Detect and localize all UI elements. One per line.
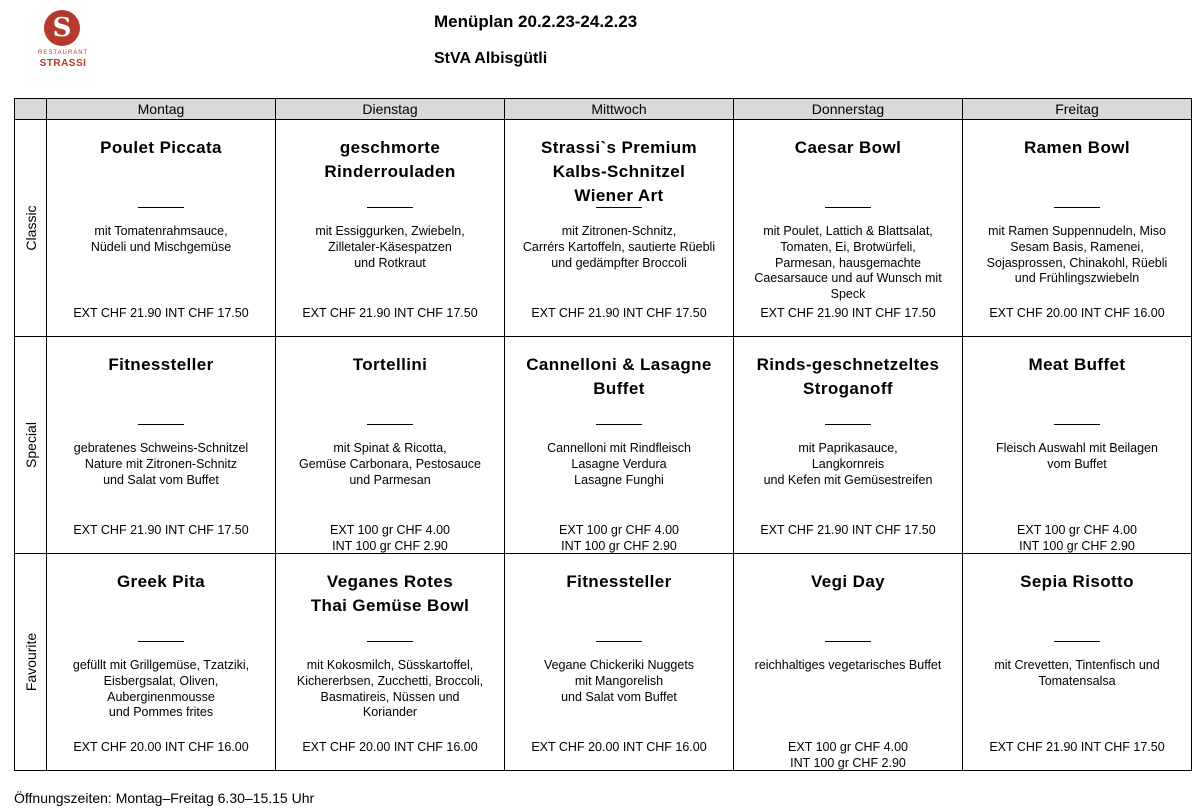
description-line: Parmesan, hausgemachte	[775, 255, 921, 270]
dish-description	[53, 441, 269, 488]
dish-description	[53, 658, 269, 721]
description-line: Sojasprossen, Chinakohl, Rüebli	[986, 255, 1168, 270]
price-line: EXT CHF 21.90 INT CHF 17.50	[73, 306, 249, 320]
menu-row-favourite	[15, 554, 1192, 771]
menu-cell-donnerstag	[734, 554, 963, 771]
dish-name-line: Wiener Art	[574, 186, 664, 205]
day-header-donnerstag: Donnerstag	[734, 99, 963, 120]
description-line: vom Buffet	[1047, 456, 1107, 471]
description-line: Caesarsauce und auf Wunsch mit	[754, 271, 942, 286]
dish-price	[280, 740, 500, 756]
dish-name	[51, 570, 271, 594]
menu-cell-mittwoch	[505, 120, 734, 337]
dish-description	[511, 224, 727, 271]
description-line: Eisbergsalat, Oliven,	[103, 673, 219, 688]
price-line: EXT CHF 20.00 INT CHF 16.00	[531, 740, 707, 754]
logo-small-text: RESTAURANT	[38, 50, 89, 56]
price-line: INT 100 gr CHF 2.90	[1019, 538, 1135, 553]
separator-line	[825, 424, 871, 425]
price-line: EXT 100 gr CHF 4.00	[788, 740, 908, 754]
price-line: EXT CHF 21.90 INT CHF 17.50	[760, 523, 936, 537]
menu-cell-mittwoch	[505, 554, 734, 771]
description-line: Langkornreis	[811, 456, 885, 471]
description-line: Zilletaler-Käsespatzen	[328, 239, 452, 254]
separator-line	[1054, 207, 1100, 208]
price-line: EXT CHF 21.90 INT CHF 17.50	[73, 523, 249, 537]
day-header-row	[15, 99, 1192, 120]
dish-name-line: Greek Pita	[116, 572, 206, 591]
menu-row-classic	[15, 120, 1192, 337]
dish-price	[967, 306, 1187, 322]
dish-name	[967, 570, 1187, 594]
day-header-dienstag: Dienstag	[276, 99, 505, 120]
dish-name-line: Tortellini	[352, 355, 428, 374]
dish-price	[509, 306, 729, 322]
dish-price	[509, 740, 729, 756]
description-line: und Rotkraut	[354, 255, 426, 270]
dish-price	[738, 740, 958, 772]
description-line: mit Paprikasauce,	[798, 441, 898, 455]
dish-name	[51, 136, 271, 160]
menu-cell-freitag	[963, 120, 1192, 337]
description-line: Nüdeli und Mischgemüse	[90, 239, 232, 254]
dish-name	[509, 136, 729, 208]
description-line: Sesam Basis, Ramenei,	[1010, 239, 1144, 254]
description-line: Tomaten, Ei, Brotwürfeli,	[780, 239, 916, 254]
price-line: EXT 100 gr CHF 4.00	[330, 523, 450, 537]
description-line: Kichererbsen, Zucchetti, Broccoli,	[296, 673, 484, 688]
description-line: mit Kokosmilch, Süsskartoffel,	[306, 658, 474, 672]
description-line: mit Spinat & Ricotta,	[333, 441, 447, 455]
separator-line	[367, 641, 413, 642]
menu-cell-mittwoch	[505, 337, 734, 554]
menu-cell-dienstag	[276, 337, 505, 554]
price-line: EXT 100 gr CHF 4.00	[1017, 523, 1137, 537]
dish-name-line: Veganes Rotes	[326, 572, 454, 591]
dish-description	[53, 224, 269, 256]
day-header-freitag: Freitag	[963, 99, 1192, 120]
separator-line	[825, 641, 871, 642]
price-line: INT 100 gr CHF 2.90	[561, 538, 677, 553]
description-line: und Parmesan	[349, 472, 431, 487]
dish-name-line: geschmorte	[339, 138, 441, 157]
dish-price	[51, 740, 271, 756]
separator-line	[596, 207, 642, 208]
price-line: EXT CHF 21.90 INT CHF 17.50	[531, 306, 707, 320]
dish-description	[969, 441, 1185, 473]
dish-price	[280, 523, 500, 555]
menu-cell-freitag	[963, 337, 1192, 554]
menu-title: Menüplan 20.2.23-24.2.23	[434, 12, 638, 31]
logo-name: STRASSI	[39, 58, 87, 69]
separator-line	[367, 207, 413, 208]
row-label-cell	[15, 554, 47, 771]
menu-cell-montag	[47, 120, 276, 337]
dish-name-line: Sepia Risotto	[1020, 572, 1134, 591]
dish-name	[280, 570, 500, 618]
dish-description	[740, 441, 956, 488]
menu-cell-donnerstag	[734, 337, 963, 554]
dish-description	[511, 441, 727, 488]
row-label: Classic	[22, 205, 39, 251]
menu-cell-dienstag	[276, 554, 505, 771]
dish-price	[967, 523, 1187, 555]
dish-name	[51, 353, 271, 377]
description-line: Koriander	[362, 705, 418, 720]
dish-name-line: Vegi Day	[810, 572, 886, 591]
menu-cell-montag	[47, 337, 276, 554]
description-line: mit Zitronen-Schnitz,	[561, 224, 677, 238]
opening-hours: Öffnungszeiten: Montag–Freitag 6.30–15.15 Uhr	[14, 790, 315, 806]
dish-name-line: Cannelloni & Lasagne	[526, 355, 712, 374]
description-line: Speck	[830, 287, 866, 302]
dish-name	[280, 353, 500, 377]
dish-price	[51, 306, 271, 322]
separator-line	[138, 424, 184, 425]
price-line: EXT CHF 21.90 INT CHF 17.50	[302, 306, 478, 320]
price-line: EXT CHF 20.00 INT CHF 16.00	[73, 740, 249, 754]
description-line: und Salat vom Buffet	[103, 472, 219, 487]
dish-name	[509, 570, 729, 594]
description-line: Basmatireis, Nüssen und	[320, 689, 460, 704]
corner-cell	[15, 99, 47, 120]
dish-name	[738, 136, 958, 160]
description-line: gefüllt mit Grillgemüse, Tzatziki,	[72, 658, 250, 672]
description-line: Vegane Chickeriki Nuggets	[543, 658, 695, 672]
location-subtitle: StVA Albisgütli	[434, 50, 548, 67]
dish-name-line: Rinds-geschnetzeltes	[756, 355, 940, 374]
separator-line	[825, 207, 871, 208]
dish-name	[509, 353, 729, 401]
dish-name	[280, 136, 500, 184]
description-line: Lasagne Funghi	[574, 472, 664, 487]
menu-cell-montag	[47, 554, 276, 771]
description-line: Nature mit Zitronen-Schnitz	[84, 456, 238, 471]
description-line: Gemüse Carbonara, Pestosauce	[298, 456, 482, 471]
dish-description	[511, 658, 727, 705]
description-line: mit Mangorelish	[574, 673, 664, 688]
separator-line	[596, 641, 642, 642]
row-label-cell	[15, 120, 47, 337]
dish-name-line: Ramen Bowl	[1023, 138, 1131, 157]
dish-description	[969, 224, 1185, 287]
row-label: Special	[22, 422, 39, 468]
dish-price	[51, 523, 271, 539]
description-line: Cannelloni mit Rindfleisch	[547, 441, 691, 455]
dish-description	[969, 658, 1185, 690]
dish-description	[282, 441, 498, 488]
logo-mark: S	[44, 10, 80, 46]
dish-name	[738, 353, 958, 401]
description-line: mit Essiggurken, Zwiebeln,	[315, 224, 465, 238]
description-line: und gedämpfter Broccoli	[551, 255, 687, 270]
price-line: EXT CHF 20.00 INT CHF 16.00	[989, 306, 1165, 320]
description-line: Carrérs Kartoffeln, sautierte Rüebli	[522, 239, 716, 254]
separator-line	[367, 424, 413, 425]
dish-price	[280, 306, 500, 322]
menu-row-special	[15, 337, 1192, 554]
menu-cell-dienstag	[276, 120, 505, 337]
description-line: mit Ramen Suppennudeln, Miso	[988, 224, 1166, 238]
separator-line	[138, 641, 184, 642]
restaurant-logo	[38, 10, 88, 74]
dish-name	[738, 570, 958, 594]
description-line: Auberginenmousse	[107, 689, 215, 704]
row-label: Favourite	[22, 632, 39, 692]
dish-name-line: Rinderrouladen	[324, 162, 456, 181]
dish-price	[738, 306, 958, 322]
dish-description	[282, 658, 498, 721]
dish-name-line: Buffet	[593, 379, 645, 398]
dish-name-line: Meat Buffet	[1028, 355, 1126, 374]
day-header-mittwoch: Mittwoch	[505, 99, 734, 120]
dish-price	[967, 740, 1187, 756]
dish-name-line: Caesar Bowl	[794, 138, 902, 157]
day-header-montag: Montag	[47, 99, 276, 120]
menu-cell-freitag	[963, 554, 1192, 771]
dish-name-line: Kalbs-Schnitzel	[552, 162, 686, 181]
dish-name-line: Strassi`s Premium	[540, 138, 698, 157]
description-line: und Pommes frites	[108, 705, 214, 720]
description-line: und Kefen mit Gemüsestreifen	[763, 472, 933, 487]
description-line: Fleisch Auswahl mit Beilagen	[996, 441, 1158, 455]
separator-line	[138, 207, 184, 208]
dish-name-line: Fitnessteller	[566, 572, 672, 591]
description-line: mit Crevetten, Tintenfisch und	[994, 658, 1160, 672]
price-line: EXT CHF 21.90 INT CHF 17.50	[989, 740, 1165, 754]
description-line: mit Tomatenrahmsauce,	[94, 224, 228, 238]
dish-price	[509, 523, 729, 555]
menu-cell-donnerstag	[734, 120, 963, 337]
dish-description	[740, 658, 956, 674]
dish-price	[738, 523, 958, 539]
price-line: EXT 100 gr CHF 4.00	[559, 523, 679, 537]
description-line: mit Poulet, Lattich & Blattsalat,	[763, 224, 933, 238]
price-line: INT 100 gr CHF 2.90	[790, 755, 906, 770]
price-line: EXT CHF 20.00 INT CHF 16.00	[302, 740, 478, 754]
separator-line	[1054, 424, 1100, 425]
dish-description	[282, 224, 498, 271]
dish-name-line: Thai Gemüse Bowl	[310, 596, 470, 615]
description-line: Tomatensalsa	[1038, 673, 1116, 688]
dish-name	[967, 136, 1187, 160]
dish-name-line: Poulet Piccata	[100, 138, 222, 157]
dish-description	[740, 224, 956, 303]
price-line: EXT CHF 21.90 INT CHF 17.50	[760, 306, 936, 320]
row-label-cell	[15, 337, 47, 554]
description-line: reichhaltiges vegetarisches Buffet	[754, 658, 942, 672]
separator-line	[596, 424, 642, 425]
dish-name-line: Fitnessteller	[108, 355, 214, 374]
description-line: und Frühlingszwiebeln	[1014, 271, 1140, 286]
dish-name	[967, 353, 1187, 377]
description-line: und Salat vom Buffet	[561, 689, 677, 704]
description-line: gebratenes Schweins-Schnitzel	[73, 441, 249, 455]
price-line: INT 100 gr CHF 2.90	[332, 538, 448, 553]
description-line: Lasagne Verdura	[571, 456, 667, 471]
weekly-menu-table	[14, 98, 1192, 771]
dish-name-line: Stroganoff	[803, 379, 893, 398]
separator-line	[1054, 641, 1100, 642]
